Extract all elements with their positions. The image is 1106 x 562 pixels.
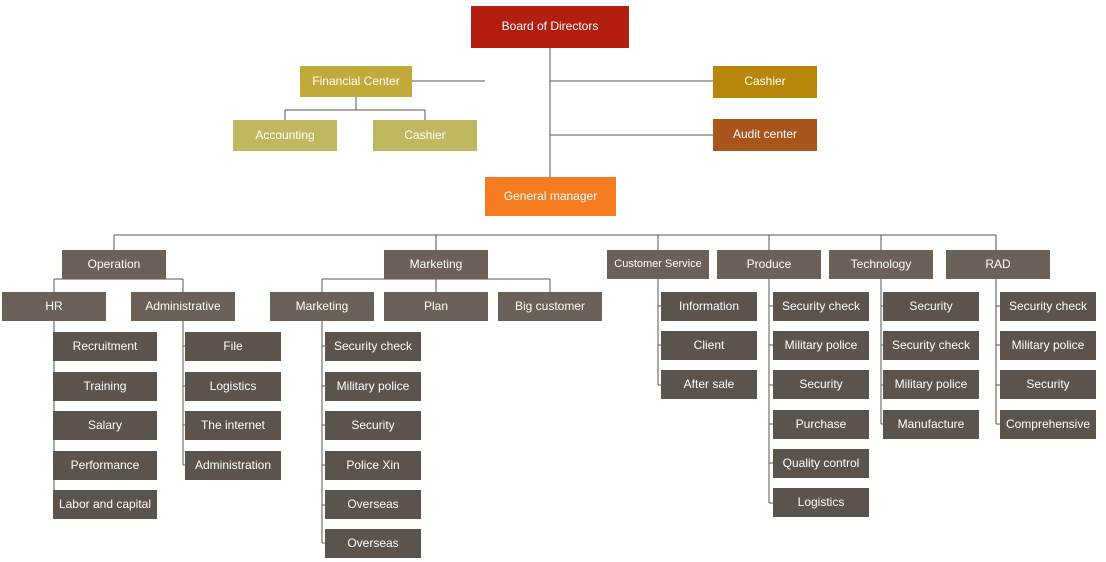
node-mk6[interactable]: Overseas <box>325 529 421 558</box>
node-mk5[interactable]: Overseas <box>325 490 421 519</box>
node-hr1[interactable]: Recruitment <box>53 332 157 361</box>
node-marketing_d[interactable]: Marketing <box>384 250 488 279</box>
node-hr3[interactable]: Salary <box>53 411 157 440</box>
node-pr4[interactable]: Purchase <box>773 410 869 439</box>
node-audit[interactable]: Audit center <box>713 119 817 151</box>
node-ad3[interactable]: The internet <box>185 411 281 440</box>
node-pr3[interactable]: Security <box>773 370 869 399</box>
node-finance[interactable]: Financial Center <box>300 66 412 97</box>
node-technology[interactable]: Technology <box>829 250 933 279</box>
node-hr4[interactable]: Performance <box>53 451 157 480</box>
node-cashier_r[interactable]: Cashier <box>713 66 817 98</box>
node-marketing_s[interactable]: Marketing <box>270 292 374 321</box>
node-bigcustomer[interactable]: Big customer <box>498 292 602 321</box>
node-cs2[interactable]: Client <box>661 331 757 360</box>
node-operation[interactable]: Operation <box>62 250 166 279</box>
node-mk3[interactable]: Security <box>325 411 421 440</box>
node-pr1[interactable]: Security check <box>773 292 869 321</box>
node-accounting[interactable]: Accounting <box>233 120 337 151</box>
connector-path <box>114 235 996 250</box>
node-administrative[interactable]: Administrative <box>131 292 235 321</box>
node-board[interactable]: Board of Directors <box>471 6 629 48</box>
node-mk1[interactable]: Security check <box>325 332 421 361</box>
node-plan[interactable]: Plan <box>384 292 488 321</box>
node-rad[interactable]: RAD <box>946 250 1050 279</box>
node-gm[interactable]: General manager <box>485 177 616 216</box>
node-hr2[interactable]: Training <box>53 372 157 401</box>
node-custserv[interactable]: Customer Service <box>607 250 709 279</box>
node-ad1[interactable]: File <box>185 332 281 361</box>
connector-path <box>54 279 183 292</box>
node-cs3[interactable]: After sale <box>661 370 757 399</box>
connector-path <box>285 97 425 120</box>
node-te4[interactable]: Manufacture <box>883 410 979 439</box>
node-mk2[interactable]: Military police <box>325 372 421 401</box>
node-ra4[interactable]: Comprehensive <box>1000 410 1096 439</box>
node-te1[interactable]: Security <box>883 292 979 321</box>
node-cs1[interactable]: Information <box>661 292 757 321</box>
node-ad4[interactable]: Administration <box>185 451 281 480</box>
node-pr6[interactable]: Logistics <box>773 488 869 517</box>
node-ra2[interactable]: Military police <box>1000 331 1096 360</box>
node-pr5[interactable]: Quality control <box>773 449 869 478</box>
node-te2[interactable]: Security check <box>883 331 979 360</box>
node-hr[interactable]: HR <box>2 292 106 321</box>
node-hr5[interactable]: Labor and capital <box>53 490 157 519</box>
node-pr2[interactable]: Military police <box>773 331 869 360</box>
node-ra3[interactable]: Security <box>1000 370 1096 399</box>
node-produce[interactable]: Produce <box>717 250 821 279</box>
node-ad2[interactable]: Logistics <box>185 372 281 401</box>
node-cashier_f[interactable]: Cashier <box>373 120 477 151</box>
node-ra1[interactable]: Security check <box>1000 292 1096 321</box>
node-mk4[interactable]: Police Xin <box>325 451 421 480</box>
connector-path <box>322 279 550 292</box>
node-te3[interactable]: Military police <box>883 370 979 399</box>
